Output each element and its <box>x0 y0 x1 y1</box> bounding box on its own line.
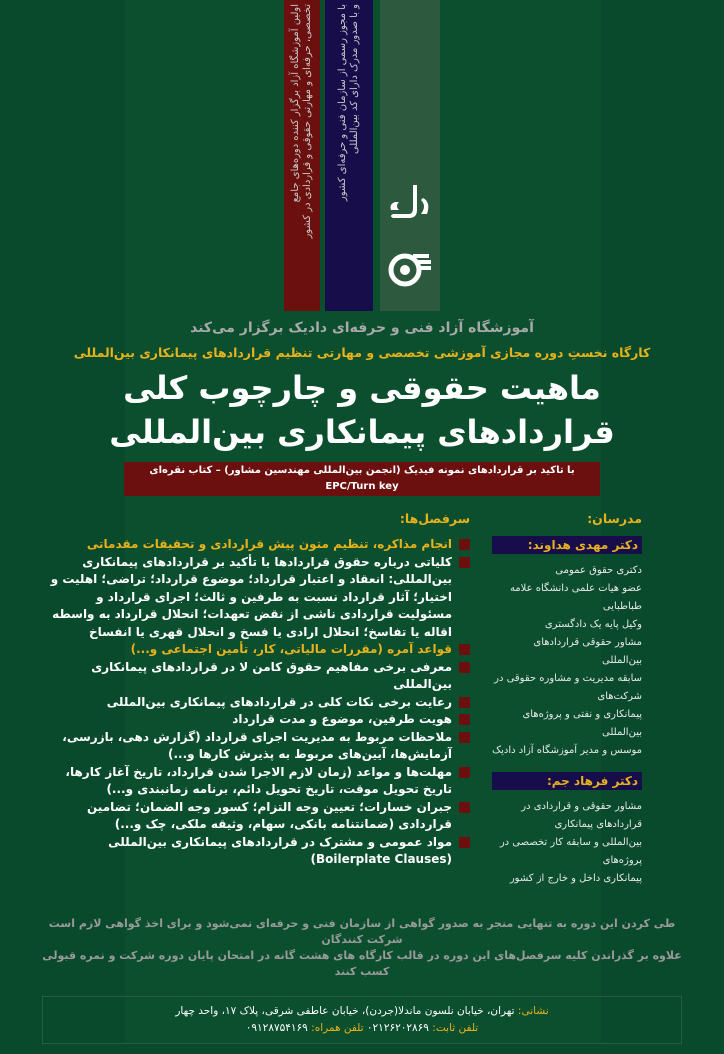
bullet-icon <box>459 837 470 848</box>
topic-item <box>40 641 470 659</box>
instructor-detail: مشاور حقوقی قراردادهای بین‌المللی <box>533 637 642 666</box>
instructor-detail: مشاور حقوقی و قراردادی در قراردادهای پیمانکاری <box>521 801 642 830</box>
mobile-label: تلفن همراه: <box>311 1022 364 1034</box>
instructors-title: مدرسان: <box>587 511 642 526</box>
topic-text: انجام مذاکره، تنظیم متون پیش قراردادی و تحقیقات مقدماتی <box>86 537 452 551</box>
topic-text: کلیاتی درباره حقوق قراردادها با تأکید بر قراردادهای پیمانکاری بین‌المللی: انعقاد و اعتبار قرارداد؛ موضوع قرارداد؛ تراضی؛ اهلیت و اختیار؛ آثار قرارداد نسبت به طرفین و ثالث؛ اجرای قرارداد و مسئولیت قراردادی ناشی از نقض تعهدات؛ انحلال قرارداد به واسطه اقاله یا تفاسخ؛ انحلال ارادی یا فسخ و انحلال قهری یا انفساخ <box>50 554 452 639</box>
topics-section <box>40 510 470 869</box>
bullet-icon <box>459 714 470 725</box>
topic-text: قواعد آمره (مقررات مالیاتی، کار، تأمین اجتماعی و...) <box>130 642 452 656</box>
subtitle: کارگاه نخستِ دوره مجازی آموزشی تخصصی و مهارتی تنظیم قراردادهای پیمانکاری بین‌المللی <box>73 345 651 360</box>
stripe-line: اولین آموزشگاه آزاد برگزار کننده دوره‌های جامع <box>290 4 301 203</box>
bullet-icon <box>459 767 470 778</box>
certificate-note <box>40 916 684 980</box>
note-line: علاوه بر گذراندن کلیه سرفصل‌های این دوره در قالب کارگاه های هشت گانه در امتحان پایان دوره شرکت و نمره قبولی کسب کنند <box>42 949 682 978</box>
bullet-icon <box>459 802 470 813</box>
instructor-detail: عضو هیات علمی دانشگاه علامه طباطبایی <box>509 583 642 612</box>
content-row <box>0 496 724 888</box>
instructor-detail: دکتری حقوق عمومی <box>555 565 642 576</box>
instructor-detail: بین‌المللی و سابقه کار تخصصی در پروژه‌های <box>499 837 642 866</box>
bullet-icon <box>459 539 470 550</box>
instructor-detail: سابقه مدیریت و مشاوره حقوقی در شرکت‌های <box>494 673 642 702</box>
bullet-icon <box>459 557 470 568</box>
address: تهران، خیابان نلسون ماندلا(جردن)، خیابان عاطفی شرقی، پلاک ۱۷، واحد چهار <box>175 1005 515 1017</box>
stripe-line: با مجوز رسمی از سازمان فنی و حرفه‌ای کشور <box>337 4 348 202</box>
emphasis-bar: با تاکید بر قراردادهای نمونه فیدیک (انجمن بین‌المللی مهندسین مشاور) – کتاب نقره‌ای EPC/Turn key <box>124 462 600 496</box>
topic-item <box>40 659 470 694</box>
bullet-icon <box>459 732 470 743</box>
topic-item <box>40 711 470 729</box>
topic-text: هویت طرفین، موضوع و مدت قرارداد <box>232 712 452 726</box>
instructor-detail: پیمانکاری داخل و خارج از کشور <box>509 873 642 884</box>
instructor <box>492 772 642 888</box>
bullet-icon <box>459 662 470 673</box>
stripe-line: و با صدور مدرک دارای کد بین‌المللی <box>349 4 360 155</box>
mobile: ۰۹۱۲۸۷۵۴۱۶۹ <box>245 1022 308 1034</box>
topic-item <box>40 764 470 799</box>
bullet-icon <box>459 644 470 655</box>
topic-item <box>40 729 470 764</box>
title-line: ماهیت حقوقی و چارچوب کلی <box>123 369 601 407</box>
stripe-line: تخصصی، حرفه‌ای و مهارتی حقوقی و قراردادی در کشور <box>302 4 313 239</box>
title-line: قراردادهای پیمانکاری بین‌المللی <box>109 413 615 451</box>
topic-item <box>40 536 470 554</box>
instructor-detail: پیمانکاری و نفتی و پروژه‌های بین‌المللی <box>522 709 642 738</box>
instructor-detail: وکیل پایه یک دادگستری <box>544 619 642 630</box>
instructor-detail: موسس و مدیر آموزشگاه آزاد دادیک <box>492 745 642 756</box>
note-line: طی کردن این دوره به تنهایی منجر به صدور گواهی از سازمان فنی و حرفه‌ای نمی‌شود و برای اخذ گواهی لازم است شرکت کنندگان <box>48 917 676 946</box>
page-title <box>0 366 724 454</box>
instructor <box>492 536 642 760</box>
topic-text: معرفی برخی مفاهیم حقوق کامن لا در قراردادهای پیمانکاری بین‌المللی <box>91 659 452 691</box>
topic-text: مهلت‌ها و مواعد (زمان لازم الاجرا شدن قرارداد، تاریخ آغاز کارها، تاریخ تحویل موقت، تاریخ تحویل دائم، برنامه زمانبندی و...) <box>65 764 452 796</box>
topics-title: سرفصل‌ها: <box>399 511 470 526</box>
topic-text: ملاحظات مربوط به مدیریت اجرای قرارداد (گزارش دهی، بازرسی، آزمایش‌ها، آیین‌های مربوط به پذیرش کارها و...) <box>62 729 452 761</box>
bullet-icon <box>459 697 470 708</box>
topic-text: جبران خسارات؛ تعیین وجه التزام؛ کسور وجه الضمان؛ تضامین قراردادی (ضمانتنامه بانکی، سهام، وثیقه ملکی، چک و...) <box>87 799 452 831</box>
topic-item <box>40 694 470 712</box>
phone: ۰۲۱۲۶۲۰۲۸۶۹ <box>366 1022 429 1034</box>
contact-box <box>42 996 682 1044</box>
phone-label: تلفن ثابت: <box>432 1022 479 1034</box>
instructor-name: دکتر فرهاد جم: <box>492 772 642 790</box>
topic-text: مواد عمومی و مشترک در قراردادهای پیمانکاری بین‌المللی (Boilerplate Clauses) <box>108 834 452 866</box>
topic-item <box>40 554 470 642</box>
organizer-text: آموزشگاه آزاد فنی و حرفه‌ای دادیک برگزار می‌کند <box>190 320 534 336</box>
instructor-name: دکتر مهدی هداوند: <box>492 536 642 554</box>
topic-item <box>40 799 470 834</box>
instructors-section <box>492 510 642 888</box>
address-label: نشانی: <box>517 1005 549 1017</box>
topic-item <box>40 834 470 869</box>
topic-text: رعایت برخی نکات کلی در قراردادهای پیمانکاری بین‌المللی <box>106 694 452 709</box>
